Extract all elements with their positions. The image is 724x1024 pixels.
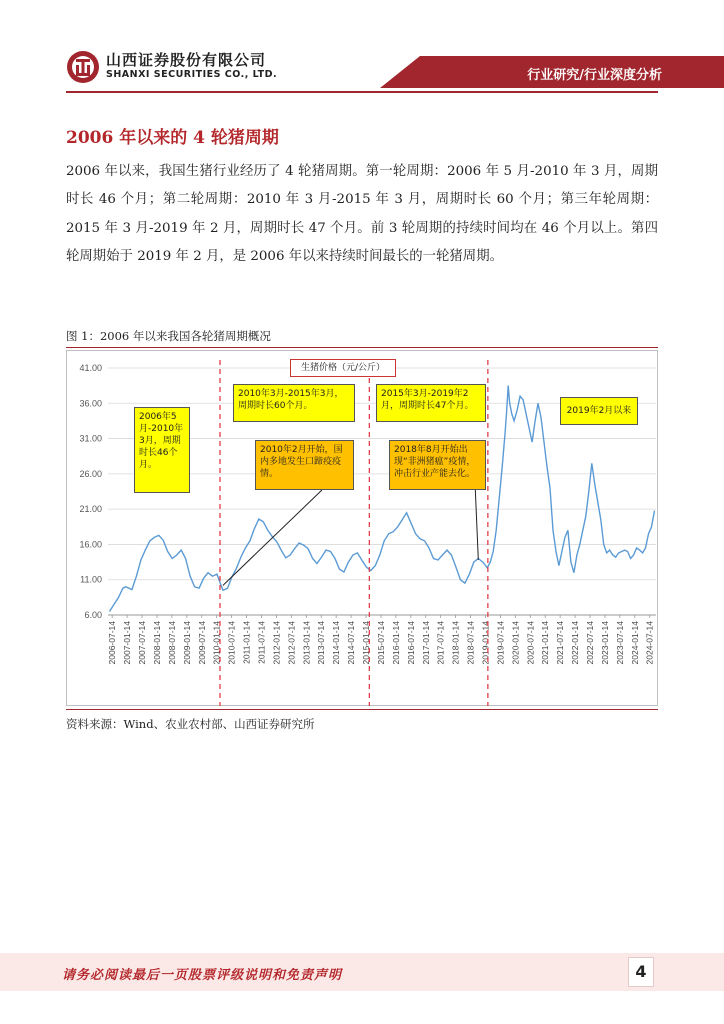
y-tick-label: 11.00 — [80, 574, 102, 585]
x-tick-label: 2016-07-14 — [405, 621, 416, 665]
company-name-cn: 山西证券股份有限公司 — [106, 51, 267, 69]
x-tick-label: 2016-01-14 — [390, 621, 401, 665]
annotation-cycle-3: 2015年3月-2019年2月，周期时长47个月。 — [376, 384, 486, 422]
y-tick-label: 36.00 — [79, 398, 102, 409]
x-tick-label: 2008-01-14 — [151, 621, 162, 665]
x-tick-label: 2015-01-14 — [361, 621, 372, 665]
x-tick-label: 2019-01-14 — [480, 621, 491, 665]
x-tick-label: 2020-07-14 — [525, 621, 536, 665]
figure-source: 资料来源：Wind、农业农村部、山西证券研究所 — [66, 717, 315, 731]
annotation-fmd-outbreak: 2010年2月开始，国内多地发生口蹄疫疫情。 — [255, 440, 354, 490]
figure-bottom-rule — [66, 709, 658, 710]
report-type-label: 行业研究/行业深度分析 — [527, 68, 662, 83]
figure-top-rule — [66, 347, 658, 348]
x-tick-label: 2008-07-14 — [166, 621, 177, 665]
x-tick-label: 2007-01-14 — [122, 621, 133, 665]
x-tick-label: 2018-07-14 — [465, 621, 476, 665]
x-tick-label: 2010-07-14 — [226, 621, 237, 665]
annotation-cycle-4: 2019年2月以来 — [560, 397, 638, 425]
x-tick-label: 2011-07-14 — [256, 621, 267, 664]
annotation-cycle-2: 2010年3月-2015年3月，周期时长60个月。 — [233, 384, 355, 422]
header-divider — [66, 91, 658, 93]
footer-disclaimer: 请务必阅读最后一页股票评级说明和免责声明 — [62, 968, 343, 983]
y-tick-label: 21.00 — [79, 504, 102, 515]
x-tick-label: 2009-07-14 — [196, 621, 207, 665]
x-tick-label: 2012-07-14 — [286, 621, 297, 665]
y-tick-label: 31.00 — [79, 433, 102, 444]
x-tick-label: 2014-07-14 — [346, 621, 357, 665]
x-tick-label: 2010-01-14 — [211, 621, 222, 665]
x-tick-label: 2022-01-14 — [570, 621, 581, 665]
y-tick-label: 16.00 — [79, 539, 102, 550]
x-tick-label: 2019-07-14 — [495, 621, 506, 665]
y-tick-label: 26.00 — [79, 468, 102, 479]
page-number: 4 — [628, 957, 654, 987]
x-tick-label: 2017-01-14 — [420, 621, 431, 665]
section-title: 2006 年以来的 4 轮猪周期 — [66, 128, 279, 148]
figure-caption: 图 1：2006 年以来我国各轮猪周期概况 — [66, 329, 271, 343]
x-tick-label: 2011-01-14 — [241, 621, 252, 664]
annotation-cycle-1: 2006年5月-2010年3月，周期时长46个月。 — [134, 407, 190, 493]
x-tick-label: 2023-01-14 — [599, 621, 610, 665]
x-tick-label: 2009-01-14 — [181, 621, 192, 665]
x-tick-label: 2012-01-14 — [271, 621, 282, 665]
x-tick-label: 2024-01-14 — [629, 621, 640, 665]
body-paragraph: 2006 年以来，我国生猪行业经历了 4 轮猪周期。第一轮周期：2006 年 5 月-2010 年 3 月，周期时长 46 个月；第二轮周期：2010 年 3 月-2015 年 3 月，周期时长 60 个月；第三年轮周期：2015 年 3 月-2019 年 2 月，周期时长 47 个月。前 3 轮周期的持续时间均在 46 个月以上。第四轮周期始于 2019 年 2 月，是 2006 年以来持续时间最长的一轮猪周期。 — [66, 164, 658, 265]
x-tick-label: 2014-01-14 — [331, 621, 342, 665]
x-tick-label: 2024-07-14 — [644, 621, 655, 665]
annotation-asf-outbreak: 2018年8月开始出现“非洲猪瘟”疫情，冲击行业产能去化。 — [389, 440, 486, 490]
chart-container — [66, 350, 658, 706]
x-tick-label: 2015-07-14 — [375, 621, 386, 665]
x-tick-label: 2021-01-14 — [540, 621, 551, 665]
x-tick-label: 2020-01-14 — [510, 621, 521, 665]
x-tick-label: 2013-07-14 — [316, 621, 327, 665]
x-tick-label: 2017-07-14 — [435, 621, 446, 665]
x-tick-label: 2018-01-14 — [450, 621, 461, 665]
x-tick-label: 2006-07-14 — [107, 621, 118, 665]
x-tick-label: 2021-07-14 — [555, 621, 566, 665]
x-tick-label: 2007-07-14 — [137, 621, 148, 665]
callout-pointer-fmd — [223, 490, 322, 585]
x-tick-label: 2013-01-14 — [301, 621, 312, 665]
chart-legend: 生猪价格（元/公斤） — [290, 359, 396, 377]
company-name-en: SHANXI SECURITIES CO., LTD. — [106, 69, 278, 80]
y-tick-label: 41.00 — [79, 363, 102, 373]
callout-pointer-asf — [475, 490, 478, 560]
x-tick-label: 2023-07-14 — [614, 621, 625, 665]
y-tick-label: 6.00 — [84, 610, 102, 620]
x-tick-label: 2022-07-14 — [585, 621, 596, 665]
company-logo — [66, 50, 100, 84]
